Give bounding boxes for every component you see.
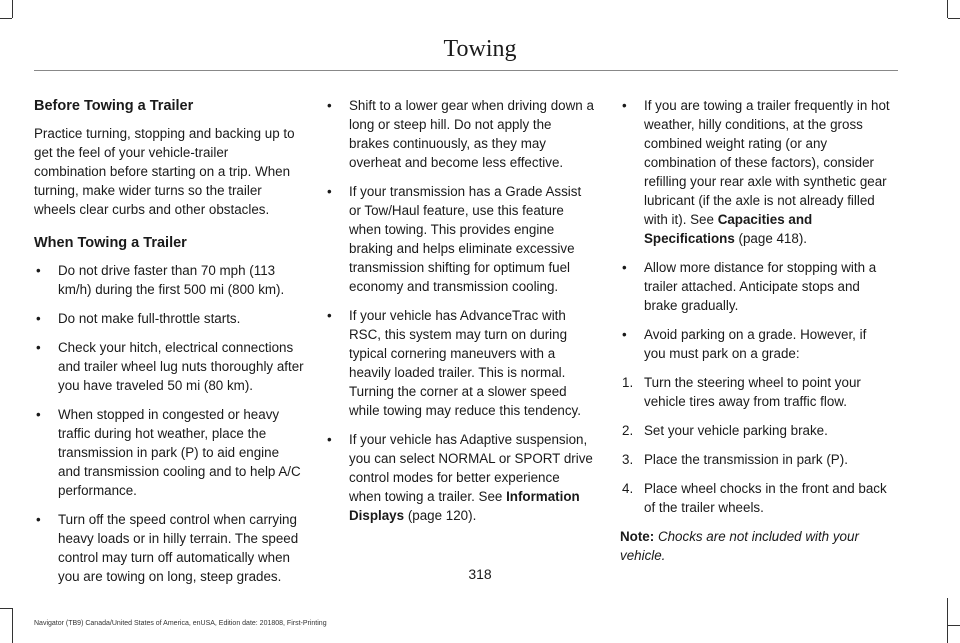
step-number: 3. [622, 452, 634, 467]
list-item: • If you are towing a trailer frequently in hot weather, hilly conditions, at the gross combined weight rating (or any combination of these factors), consider refilling your rear axle with synthetic gear lubricant (if the axle is not already filled with it). See Capacities and Specifications (page 418). [622, 98, 890, 246]
list-item: • If your transmission has a Grade Assist or Tow/Haul feature, use this feature when towing. This provides engine braking and helps eliminate excessive transmission shifting for optimum fuel economy and transmission cooling. [327, 184, 582, 294]
list-item: • Shift to a lower gear when driving down a long or steep hill. Do not apply the brakes continuously, as they may overheat and become less effective. [327, 98, 594, 170]
list-item: • When stopped in congested or heavy traffic during hot weather, place the transmission in park (P) to aid engine and transmission cooling and to help A/C performance. [36, 407, 301, 498]
crop-mark [12, 608, 13, 643]
section-heading-when-towing: When Towing a Trailer [34, 235, 187, 251]
crop-mark [948, 625, 960, 626]
cross-reference-link[interactable]: Capacities and Specifications [644, 212, 813, 246]
list-item: • If your vehicle has Adaptive suspension, you can select NORMAL or SPORT drive control modes for better experience when towing a trailer. See Information Displays (page 120). [327, 432, 593, 523]
header-divider [34, 70, 898, 71]
bullet-icon: • [622, 98, 627, 113]
step-item: 4. Place wheel chocks in the front and back of the trailer wheels. [622, 481, 887, 515]
note [620, 527, 890, 565]
bullet-icon: • [327, 432, 332, 447]
bullet-icon: • [622, 327, 627, 342]
step-item: 2. Set your vehicle parking brake. [622, 423, 828, 438]
bullet-icon: • [327, 184, 332, 199]
crop-mark [947, 0, 948, 18]
column-middle [325, 96, 595, 535]
step-number: 2. [622, 423, 634, 438]
list-item: • If your vehicle has AdvanceTrac with RSC, this system may turn on during typical cornering maneuvers with a heavily loaded trailer. This is normal. Turning the corner at a slower speed while towing may reduce this tendency. [327, 308, 581, 418]
column-left [34, 96, 304, 596]
bullet-list [34, 261, 304, 586]
step-number: 4. [622, 481, 634, 496]
note-label: Note: [620, 529, 655, 544]
list-item: • Avoid parking on a grade. However, if you must park on a grade: [622, 327, 867, 361]
crop-mark [0, 608, 12, 609]
column-right [620, 96, 890, 575]
paragraph-practice: Practice turning, stopping and backing up to get the feel of your vehicle-trailer combination before starting on a trip. When turning, make wider turns so the trailer wheels clear curbs and other obstacles. [34, 126, 295, 217]
numbered-steps [620, 373, 890, 517]
list-item: • Turn off the speed control when carrying heavy loads or in hilly terrain. The speed control may turn off automatically when you are towing on long, steep grades. [36, 512, 299, 584]
step-item: 1. Turn the steering wheel to point your vehicle tires away from traffic flow. [622, 375, 861, 409]
bullet-icon: • [36, 311, 41, 326]
crop-mark [0, 18, 12, 19]
edition-footer: Navigator (TB9) Canada/United States of America, enUSA, Edition date: 201808, First-Printing [34, 620, 327, 627]
step-number: 1. [622, 375, 634, 390]
list-item: • Do not drive faster than 70 mph (113 km/h) during the first 500 mi (800 km). [36, 263, 285, 297]
list-item: • Do not make full-throttle starts. [36, 311, 241, 326]
bullet-icon: • [36, 340, 41, 355]
cross-reference-link[interactable]: Information Displays [349, 489, 580, 523]
bullet-icon: • [327, 98, 332, 113]
bullet-list [325, 96, 595, 525]
crop-mark [948, 18, 960, 19]
bullet-icon: • [36, 407, 41, 422]
crop-mark [947, 598, 948, 643]
bullet-icon: • [622, 260, 627, 275]
bullet-list [620, 96, 890, 363]
list-item: • Check your hitch, electrical connections and trailer wheel lug nuts thoroughly after you have traveled 50 mi (80 km). [36, 340, 304, 393]
bullet-icon: • [36, 512, 41, 527]
bullet-icon: • [327, 308, 332, 323]
step-item: 3. Place the transmission in park (P). [622, 452, 848, 467]
bullet-icon: • [36, 263, 41, 278]
list-item: • Allow more distance for stopping with a trailer attached. Anticipate stops and brake gradually. [622, 260, 877, 313]
page-number: 318 [468, 566, 492, 582]
note-text: Chocks are not included with your vehicle. [620, 529, 859, 563]
section-heading-before-towing: Before Towing a Trailer [34, 98, 194, 114]
crop-mark [12, 0, 13, 18]
page-title: Towing [443, 36, 517, 62]
